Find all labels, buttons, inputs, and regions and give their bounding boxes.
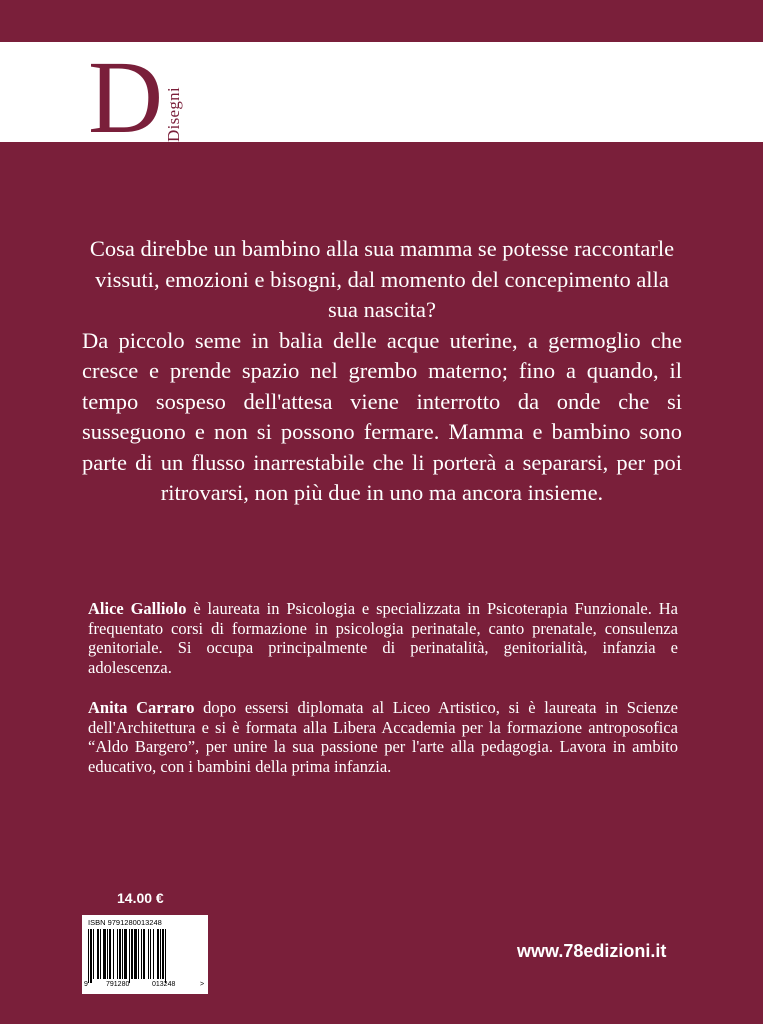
barcode-digits-right: 013248 bbox=[152, 981, 176, 988]
barcode-bar bbox=[138, 929, 139, 979]
blurb-paragraph-1: Cosa direbbe un bambino alla sua mamma se potesse raccontarle vissuti, emozioni e bisogni, dal momento del concepimento alla sua nascita? bbox=[89, 236, 675, 322]
barcode-bar bbox=[160, 929, 161, 979]
barcode-digits-left: 791280 bbox=[106, 981, 130, 988]
barcode-bar bbox=[117, 929, 118, 979]
isbn-label: ISBN 9791280013248 bbox=[88, 918, 162, 927]
barcode-bar bbox=[134, 929, 137, 979]
barcode-bar bbox=[100, 929, 101, 979]
barcode-bar bbox=[150, 929, 151, 979]
back-cover-blurb bbox=[82, 234, 682, 509]
publisher-logo-letter: D bbox=[88, 40, 164, 155]
barcode-bar bbox=[122, 929, 123, 979]
barcode-bar bbox=[113, 929, 114, 979]
barcode-digit-first: 9 bbox=[84, 981, 88, 988]
barcode-bar bbox=[88, 929, 89, 983]
price-label: 14.00 € bbox=[117, 890, 164, 906]
author-bio-text-1: è laureata in Psicologia e specializzata in Psicoterapia Funzionale. Ha frequentato corsi di formazione in psicologia perinatale, canto prenatale, consulenza genitoriale. Si occupa principalmente di perinatalità, genitorialità, infanzia e adolescenza. bbox=[88, 599, 678, 677]
barcode-bar bbox=[93, 929, 94, 979]
blurb-paragraph-2: Da piccolo seme in balia delle acque uterine, a germoglio che cresce e prende spazio nel grembo materno; fino a quando, il tempo sospeso dell'attesa viene interrotto da onde che si susseguono e non si possono fermare. Mamma e bambino sono parte di un flusso inarrestabile che li porterà a separarsi, per poi ritrovarsi, non più due in uno ma ancora insieme. bbox=[82, 327, 682, 505]
isbn-barcode bbox=[82, 915, 208, 994]
barcode-bar bbox=[109, 929, 111, 979]
barcode-bar bbox=[162, 929, 164, 979]
author-name-1: Alice Galliolo bbox=[88, 599, 187, 618]
barcode-bar bbox=[124, 929, 127, 979]
author-bio-1 bbox=[88, 599, 678, 677]
barcode-bar bbox=[119, 929, 121, 979]
barcode-bar bbox=[141, 929, 142, 979]
barcode-bar bbox=[107, 929, 108, 979]
author-bio-text-2: dopo essersi diplomata al Liceo Artistico, si è laureata in Scienze dell'Architettura e si è formata alla Libera Accademia per la formazione antroposofica “Aldo Bargero”, per unire la sua passione per l'arte alla pedagogia. Lavora in ambito educativo, con i bambini della prima infanzia. bbox=[88, 698, 679, 776]
barcode-bar bbox=[143, 929, 145, 979]
barcode-bar bbox=[131, 929, 133, 979]
barcode-bar bbox=[129, 929, 130, 983]
barcode-bar bbox=[103, 929, 106, 979]
barcode-bar bbox=[157, 929, 159, 979]
illustrator-bio bbox=[88, 698, 678, 776]
barcode-bar bbox=[165, 929, 166, 983]
barcode-bar bbox=[148, 929, 149, 979]
barcode-icon bbox=[86, 929, 204, 983]
barcode-bar bbox=[97, 929, 99, 979]
barcode-digit-end: > bbox=[200, 981, 205, 988]
publisher-website: www.78edizioni.it bbox=[517, 941, 667, 961]
barcode-bar bbox=[153, 929, 154, 979]
author-name-2: Anita Carraro bbox=[88, 698, 195, 717]
publisher-logo-word: Disegni bbox=[164, 87, 183, 142]
barcode-bar bbox=[90, 929, 92, 983]
